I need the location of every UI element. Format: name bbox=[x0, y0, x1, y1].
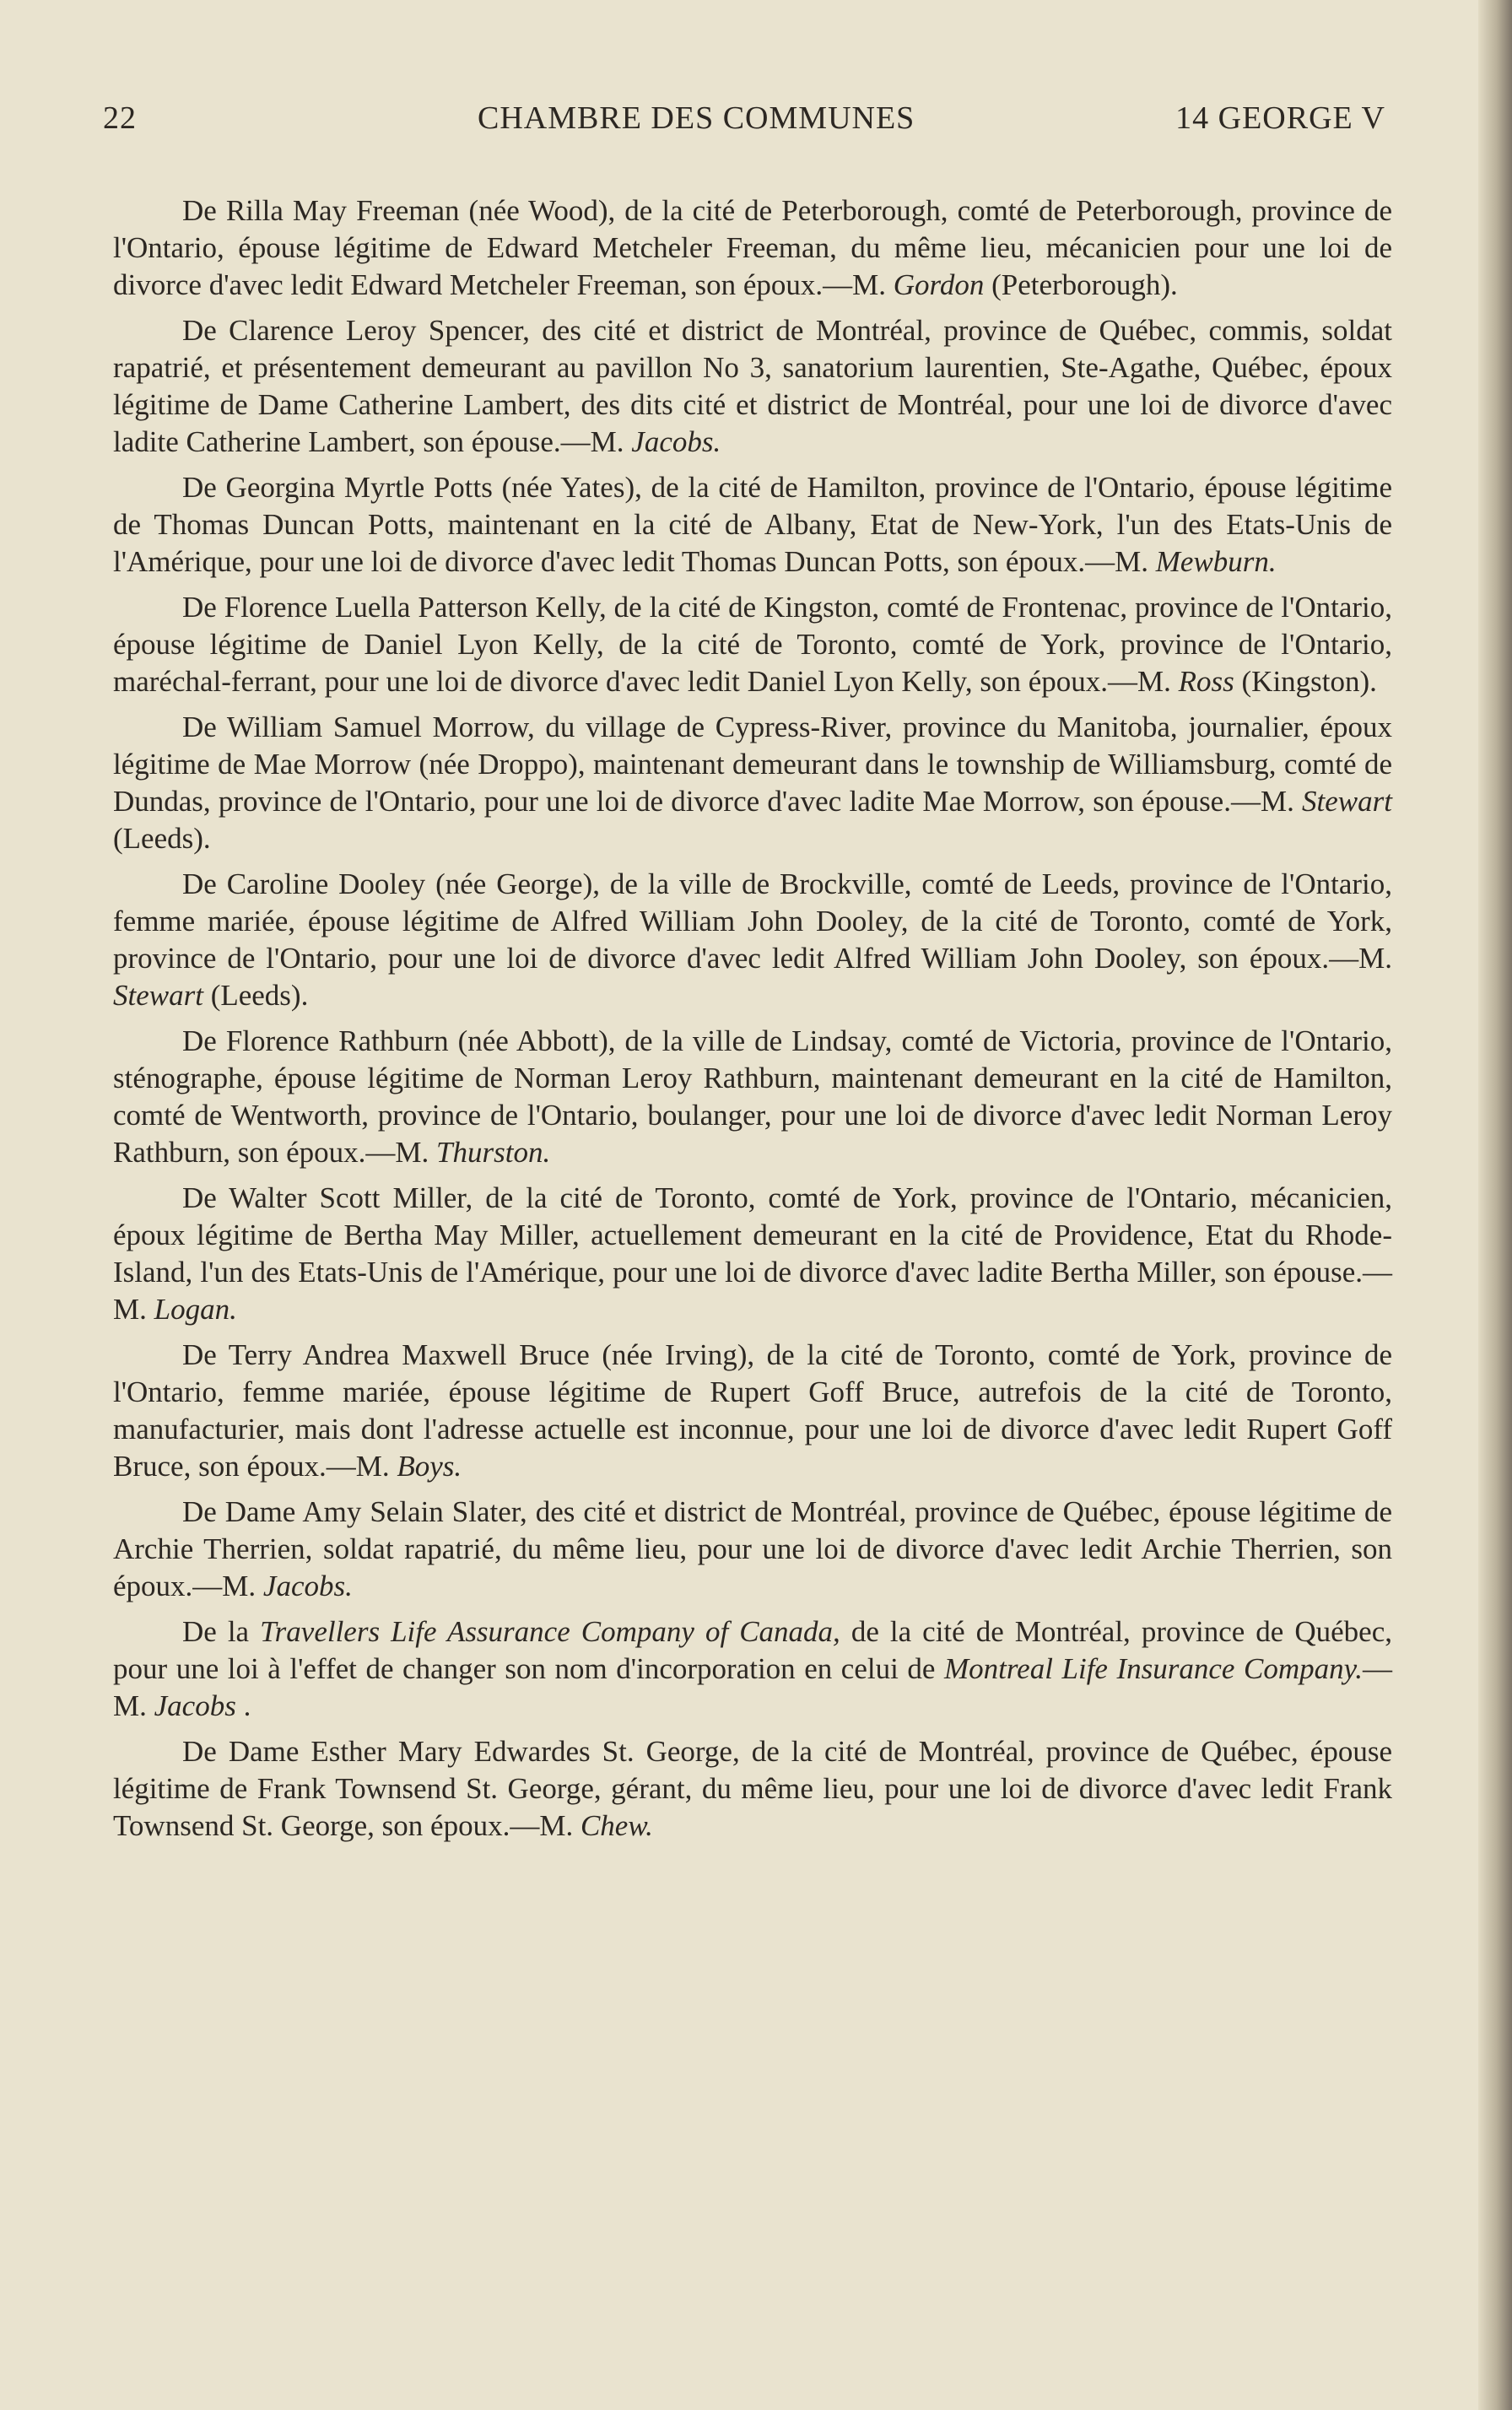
member-name: Stewart bbox=[1302, 785, 1392, 818]
petition-text: De Walter Scott Miller, de la cité de Toronto, comté de York, province de l'Ontario, mécanicien, époux légitime de Bertha May Miller, actuellement demeurant en la cité de Providence, Etat du Rhode-Island, l'un des Etats-Unis de l'Amérique, pour une loi de divorce d'avec ladite Bertha Miller, son épouse.—M. bbox=[113, 1181, 1392, 1326]
petition-text: De Florence Luella Patterson Kelly, de la cité de Kingston, comté de Frontenac, province de l'Ontario, épouse légitime de Daniel Lyon Kelly, de la cité de Toronto, comté de York, province de l'Ontario, maréchal-ferrant, pour une loi de divorce d'avec ledit Daniel Lyon Kelly, son époux.—M. bbox=[113, 591, 1392, 698]
company-suffix: . bbox=[235, 1689, 251, 1722]
member-name: Thurston. bbox=[436, 1136, 551, 1169]
page-number: 22 bbox=[103, 100, 137, 136]
petition-text: De Caroline Dooley (née George), de la ville de Brockville, comté de Leeds, province de l'Ontario, femme mariée, épouse légitime de Alfred William John Dooley, de la cité de Toronto, comté de York, province de l'Ontario, pour une loi de divorce d'avec ledit Alfred William John Dooley, son époux.—M. bbox=[113, 867, 1392, 975]
member-riding: (Leeds). bbox=[113, 822, 211, 855]
member-name: Jacobs. bbox=[262, 1570, 353, 1602]
page-header bbox=[103, 100, 1385, 150]
petition-entry bbox=[113, 469, 1392, 581]
petition-text: De William Samuel Morrow, du village de Cypress-River, province du Manitoba, journalier, époux légitime de Mae Morrow (née Droppo), maintenant demeurant dans le township de Williamsburg, comté de Dundas, province de l'Ontario, pour une loi de divorce d'avec ladite Mae Morrow, son épouse.—M. bbox=[113, 711, 1392, 818]
member-name: Boys. bbox=[397, 1450, 462, 1483]
running-title: CHAMBRE DES COMMUNES bbox=[478, 100, 915, 136]
petition-entry bbox=[113, 1733, 1392, 1845]
member-riding: (Kingston). bbox=[1234, 665, 1377, 698]
company-text: de la cité de Montréal, province de Québec, pour une loi à l'effet de changer son nom d'incorporation en celui de bbox=[113, 1615, 1392, 1685]
member-name: Gordon bbox=[893, 268, 985, 301]
member-riding: (Peterborough). bbox=[984, 268, 1178, 301]
petition-text: De Dame Esther Mary Edwardes St. George, de la cité de Montréal, province de Québec, épouse légitime de Frank Townsend St. George, gérant, du même lieu, pour une loi de divorce d'avec ledit Frank Townsend St. George, son époux.—M. bbox=[113, 1735, 1392, 1842]
petition-entry bbox=[113, 589, 1392, 700]
petition-text: De Georgina Myrtle Potts (née Yates), de la cité de Hamilton, province de l'Ontario, épouse légitime de Thomas Duncan Potts, maintenant en la cité de Albany, Etat de New-York, l'un des Etats-Unis de l'Amérique, pour une loi de divorce d'avec ledit Thomas Duncan Potts, son époux.—M. bbox=[113, 471, 1392, 578]
petition-entry bbox=[113, 312, 1392, 461]
member-name: Chew. bbox=[580, 1809, 653, 1842]
regnal-year: 14 GEORGE V bbox=[1175, 100, 1385, 136]
company-dash: —M. bbox=[113, 1652, 1392, 1722]
member-name: Jacobs bbox=[154, 1689, 236, 1722]
petition-text: De Terry Andrea Maxwell Bruce (née Irving), de la cité de Toronto, comté de York, province de l'Ontario, femme mariée, épouse légitime de Rupert Goff Bruce, autrefois de la cité de Toronto, manufacturier, mais dont l'adresse actuelle est inconnue, pour une loi de divorce d'avec ledit Rupert Goff Bruce, son époux.—M. bbox=[113, 1338, 1392, 1483]
company-new-name: Montreal Life Insurance Company. bbox=[943, 1652, 1363, 1685]
company-prefix: De la bbox=[182, 1615, 261, 1648]
petition-entry bbox=[113, 866, 1392, 1014]
petition-entry bbox=[113, 1180, 1392, 1328]
petition-entry bbox=[113, 709, 1392, 857]
petition-text: De Clarence Leroy Spencer, des cité et district de Montréal, province de Québec, commis, soldat rapatrié, et présentement demeurant au pavillon No 3, sanatorium laurentien, Ste-Agathe, Québec, époux légitime de Dame Catherine Lambert, des dits cité et district de Montréal, pour une loi de divorce d'avec ladite Catherine Lambert, son épouse.—M. bbox=[113, 314, 1392, 458]
petition-entry bbox=[113, 1337, 1392, 1485]
member-riding: (Leeds). bbox=[202, 979, 309, 1012]
petition-text: De Dame Amy Selain Slater, des cité et district de Montréal, province de Québec, épouse légitime de Archie Therrien, soldat rapatrié, du même lieu, pour une loi de divorce d'avec ledit Archie Therrien, son époux.—M. bbox=[113, 1495, 1392, 1602]
member-name: Ross bbox=[1178, 665, 1234, 698]
petition-entry bbox=[113, 1494, 1392, 1605]
petition-list bbox=[113, 192, 1392, 1853]
member-name: Stewart bbox=[113, 979, 203, 1012]
page-edge-shadow bbox=[1478, 0, 1512, 2410]
petition-entry bbox=[113, 1023, 1392, 1171]
company-name: Travellers Life Assurance Company of Canada, bbox=[260, 1615, 840, 1648]
member-name: Logan. bbox=[154, 1293, 237, 1326]
member-name: Jacobs. bbox=[631, 425, 721, 458]
petition-text: De Rilla May Freeman (née Wood), de la cité de Peterborough, comté de Peterborough, province de l'Ontario, épouse légitime de Edward Metcheler Freeman, du même lieu, mécanicien pour une loi de divorce d'avec ledit Edward Metcheler Freeman, son époux.—M. bbox=[113, 194, 1392, 301]
petition-text: De Florence Rathburn (née Abbott), de la ville de Lindsay, comté de Victoria, province de l'Ontario, sténographe, épouse légitime de Norman Leroy Rathburn, maintenant demeurant en la cité de Hamilton, comté de Wentworth, province de l'Ontario, boulanger, pour une loi de divorce d'avec ledit Norman Leroy Rathburn, son époux.—M. bbox=[113, 1024, 1392, 1169]
member-name: Mewburn. bbox=[1155, 545, 1277, 578]
company-petition-entry bbox=[113, 1613, 1392, 1725]
petition-entry bbox=[113, 192, 1392, 304]
